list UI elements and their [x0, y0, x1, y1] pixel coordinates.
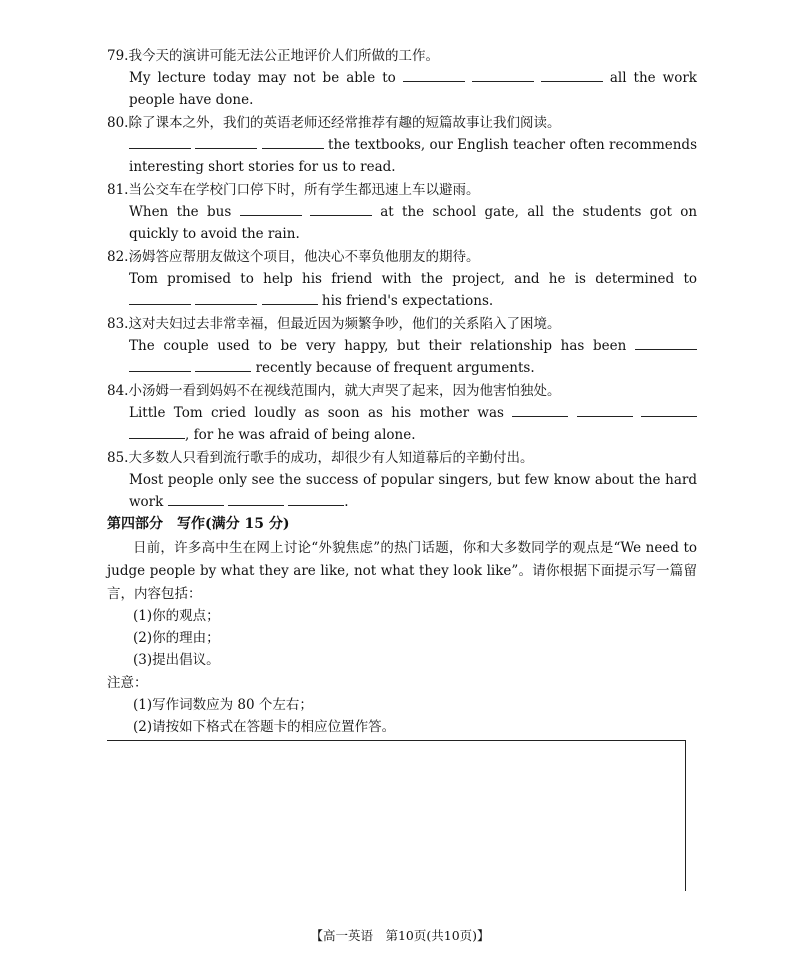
note-label: 注意： — [107, 675, 148, 691]
answer-blank[interactable] — [288, 493, 344, 506]
question-number: 81. — [107, 182, 129, 198]
question-83 — [107, 313, 697, 379]
question-chinese: 大多数人只看到流行歌手的成功，却很少有人知道幕后的辛勤付出。 — [128, 450, 534, 466]
question-chinese: 小汤姆一看到妈妈不在视线范围内，就大声哭了起来，因为他害怕独处。 — [128, 383, 561, 399]
question-english-post: all the work people have done. — [129, 70, 697, 108]
answer-blank[interactable] — [129, 136, 191, 149]
question-english-pre: Most people only see the success of popular singers, but few know about the hard work — [129, 472, 697, 510]
question-english-pre: Little Tom cried loudly as soon as his mother was — [129, 405, 504, 421]
answer-blank[interactable] — [641, 404, 697, 417]
requirement-item: (2)你的理由； — [133, 630, 220, 646]
requirement-item: (3)提出倡议。 — [133, 652, 220, 668]
question-number: 83. — [107, 316, 129, 332]
requirement-item: (1)你的观点； — [133, 608, 220, 624]
question-english-post: , for he was afraid of being alone. — [185, 427, 416, 443]
question-82 — [107, 246, 697, 312]
question-english-post: recently because of frequent arguments. — [255, 360, 535, 376]
question-english-pre: When the bus — [129, 204, 232, 220]
answer-blank[interactable] — [541, 69, 603, 82]
question-number: 84. — [107, 383, 129, 399]
writing-requirements — [107, 605, 220, 671]
question-english-post: his friend's expectations. — [321, 293, 494, 309]
writing-notes — [107, 694, 395, 738]
note-item: (1)写作词数应为 80 个左右； — [133, 697, 313, 713]
answer-blank[interactable] — [168, 493, 224, 506]
answer-blank[interactable] — [635, 337, 697, 350]
answer-blank[interactable] — [403, 69, 465, 82]
question-chinese: 除了课本之外，我们的英语老师还经常推荐有趣的短篇故事让我们阅读。 — [128, 115, 561, 131]
page-footer: 【高一英语 第10页(共10页)】 — [310, 928, 490, 943]
answer-blank[interactable] — [472, 69, 534, 82]
answer-blank[interactable] — [129, 359, 191, 372]
question-chinese: 我今天的演讲可能无法公正地评价人们所做的工作。 — [128, 48, 439, 64]
writing-prompt: 日前，许多高中生在网上讨论“外貌焦虑”的热门话题，你和大多数同学的观点是“We need to judge people by what they are like, not what they look like”。请你根据下面提示写一篇留言，内容包括： — [107, 540, 697, 602]
question-english-post: the textbooks, our English teacher often recommends interesting short stories for us to read. — [129, 137, 698, 175]
answer-blank[interactable] — [129, 292, 191, 305]
answer-blank[interactable] — [195, 359, 251, 372]
answer-box[interactable] — [107, 740, 686, 891]
answer-blank[interactable] — [195, 136, 257, 149]
question-chinese: 当公交车在学校门口停下时，所有学生都迅速上车以避雨。 — [128, 182, 480, 198]
answer-blank[interactable] — [262, 292, 318, 305]
question-chinese: 这对夫妇过去非常幸福，但最近因为频繁争吵，他们的关系陷入了困境。 — [128, 316, 561, 332]
answer-blank[interactable] — [228, 493, 284, 506]
question-chinese: 汤姆答应帮朋友做这个项目，他决心不辜负他朋友的期待。 — [128, 249, 480, 265]
question-80 — [107, 112, 697, 178]
answer-blank[interactable] — [310, 203, 372, 216]
answer-blank[interactable] — [240, 203, 302, 216]
section-title: 第四部分 写作(满分 15 分) — [107, 516, 290, 532]
question-number: 79. — [107, 48, 129, 64]
question-english-post: . — [344, 494, 349, 510]
question-81 — [107, 179, 697, 245]
answer-blank[interactable] — [577, 404, 633, 417]
answer-blank[interactable] — [512, 404, 568, 417]
question-number: 82. — [107, 249, 129, 265]
question-english-post: at the school gate, all the students got on quickly to avoid the rain. — [129, 204, 698, 242]
question-85 — [107, 447, 697, 513]
note-item: (2)请按如下格式在答题卡的相应位置作答。 — [133, 719, 396, 735]
question-number: 85. — [107, 450, 129, 466]
question-english-pre: My lecture today may not be able to — [129, 70, 396, 86]
answer-blank[interactable] — [129, 426, 185, 439]
question-number: 80. — [107, 115, 129, 131]
answer-blank[interactable] — [195, 292, 257, 305]
question-84 — [107, 380, 697, 446]
question-79 — [107, 45, 697, 111]
answer-blank[interactable] — [262, 136, 324, 149]
question-english-pre: The couple used to be very happy, but their relationship has been — [129, 338, 627, 354]
question-english-pre: Tom promised to help his friend with the project, and he is determined to — [129, 271, 697, 287]
